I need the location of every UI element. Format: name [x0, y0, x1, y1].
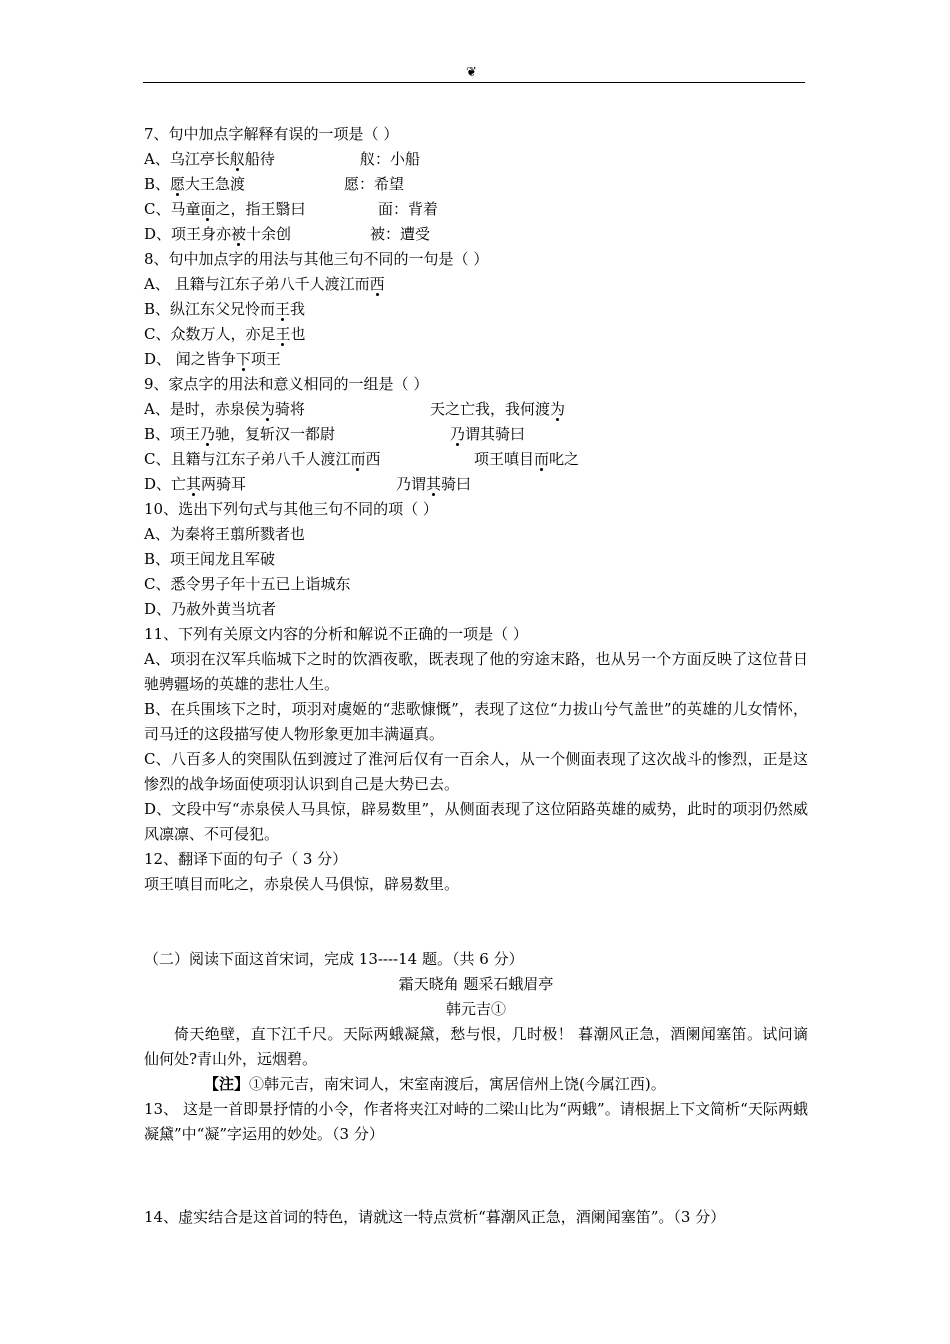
answer-space	[144, 897, 808, 947]
q8-option-c: C、众数万人，亦足王也	[144, 325, 306, 343]
q7-gloss-d: 被：遭受	[370, 225, 431, 243]
note-label: 【注】	[204, 1075, 250, 1093]
dotted-char: 乃	[450, 425, 466, 443]
q9-option-c: C、且籍与江东子弟八千人渡江而西 项王嗔目而叱之	[144, 447, 808, 472]
q10-option-c: C、悉令男子年十五已上诣城东	[144, 575, 351, 593]
dotted-char: 为	[550, 400, 566, 418]
q8-option-a: A、 且籍与江东子弟八千人渡江而西	[144, 275, 385, 293]
dotted-char: 愿	[170, 175, 186, 193]
section2-intro: （二）阅读下面这首宋词，完成 13----14 题。（共 6 分）	[144, 950, 524, 968]
dotted-char: 西	[369, 275, 385, 293]
header-ornament: ❦	[466, 65, 477, 80]
q13-stem: 13、 这是一首即景抒情的小令，作者将夹江对峙的二梁山比为“两蛾”。请根据上下文简析“天际两蛾凝黛”中“凝”字运用的妙处。（3 分）	[144, 1100, 808, 1143]
dotted-char: 为	[259, 400, 275, 418]
exam-page	[144, 122, 808, 1230]
q7-stem: 7、句中加点字解释有误的一项是（ ）	[144, 125, 399, 143]
q7-option-c: C、马童面之，指王翳曰 面：背着	[144, 197, 808, 222]
dotted-char: 下	[235, 350, 251, 368]
q10-option-b: B、项王闻龙且军破	[144, 550, 276, 568]
q11-option-b: B、在兵围垓下之时，项羽对虞姬的“悲歌慷慨”，表现了这位“力拔山兮气盖世”的英雄的儿女情怀，司马迁的这段描写使人物形象更加丰满逼真。	[144, 700, 808, 743]
dotted-char: 王	[275, 325, 291, 343]
dotted-char: 面	[200, 200, 216, 218]
q9-option-a: A、是时，赤泉侯为骑将 天之亡我，我何渡为	[144, 397, 808, 422]
q9-option-b: B、项王乃驰，复斩汉一都尉 乃谓其骑曰	[144, 422, 808, 447]
poem-note: 【注】①韩元吉，南宋词人，宋室南渡后，寓居信州上饶(今属江西)。	[204, 1075, 666, 1093]
q10-stem: 10、选出下列句式与其他三句不同的项（ ）	[144, 500, 438, 518]
dotted-char: 被	[231, 225, 247, 243]
q9-option-a-right: 天之亡我，我何渡为	[430, 400, 566, 418]
dotted-char: 舣	[229, 150, 245, 168]
q9-option-c-right: 项王嗔目而叱之	[474, 450, 580, 468]
poem-body: 倚天绝壁，直下江千尺。天际两蛾凝黛，愁与恨，几时极！ 暮潮风正急，酒阑闻塞笛。试问谪仙何处?青山外，远烟碧。	[144, 1025, 808, 1068]
q7-gloss-a: 舣：小船	[360, 150, 421, 168]
q10-option-d: D、乃赦外黄当坑者	[144, 600, 277, 618]
q8-option-d: D、 闻之皆争下项王	[144, 350, 281, 368]
dotted-char: 乃	[200, 425, 216, 443]
q14-stem: 14、虚实结合是这首词的特色，请就这一特点赏析“暮潮风正急，酒阑闻塞笛”。（3 分）	[144, 1208, 726, 1226]
q12-sentence: 项王嗔目而叱之，赤泉侯人马俱惊，辟易数里。	[144, 875, 460, 893]
q8-option-b: B、纵江东父兄怜而王我	[144, 300, 306, 318]
poem-title: 霜天晓角 题采石蛾眉亭	[398, 975, 554, 993]
q7-gloss-b: 愿：希望	[344, 175, 405, 193]
q9-option-b-right: 乃谓其骑曰	[450, 425, 526, 443]
q7-gloss-c: 面：背着	[378, 200, 439, 218]
q7-option-d: D、项王身亦被十余创 被：遭受	[144, 222, 808, 247]
q10-option-a: A、为秦将王翦所戮者也	[144, 525, 305, 543]
header-rule	[143, 82, 805, 83]
q12-stem: 12、翻译下面的句子（ 3 分）	[144, 850, 348, 868]
q11-option-c: C、八百多人的突围队伍到渡过了淮河后仅有一百余人，从一个侧面表现了这次战斗的惨烈，正是这惨烈的战争场面使项羽认识到自己是大势已去。	[144, 750, 808, 793]
q9-stem: 9、家点字的用法和意义相同的一组是（ ）	[144, 375, 429, 393]
q7-option-b: B、愿大王急渡 愿：希望	[144, 172, 808, 197]
q11-stem: 11、下列有关原文内容的分析和解说不正确的一项是（ ）	[144, 625, 528, 643]
q9-option-d-right: 乃谓其骑曰	[396, 475, 472, 493]
dotted-char: 而	[350, 450, 366, 468]
dotted-char: 而	[534, 450, 550, 468]
q11-option-a: A、项羽在汉军兵临城下之时的饮酒夜歌，既表现了他的穷途末路，也从另一个方面反映了这位昔日驰骋疆场的英雄的悲壮人生。	[144, 650, 808, 693]
poem-author: 韩元吉①	[445, 1000, 506, 1018]
dotted-char: 其	[426, 475, 442, 493]
answer-space	[144, 1147, 808, 1205]
dotted-char: 其	[186, 475, 202, 493]
q9-option-d: D、亡其两骑耳 乃谓其骑曰	[144, 472, 808, 497]
q7-option-a: A、乌江亭长舣船待 舣：小船	[144, 147, 808, 172]
q8-stem: 8、句中加点字的用法与其他三句不同的一句是（ ）	[144, 250, 489, 268]
dotted-char: 王	[275, 300, 291, 318]
q11-option-d: D、文段中写“赤泉侯人马具惊，辟易数里”，从侧面表现了这位陌路英雄的威势，此时的项羽仍然威风凛凛、不可侵犯。	[144, 800, 808, 843]
